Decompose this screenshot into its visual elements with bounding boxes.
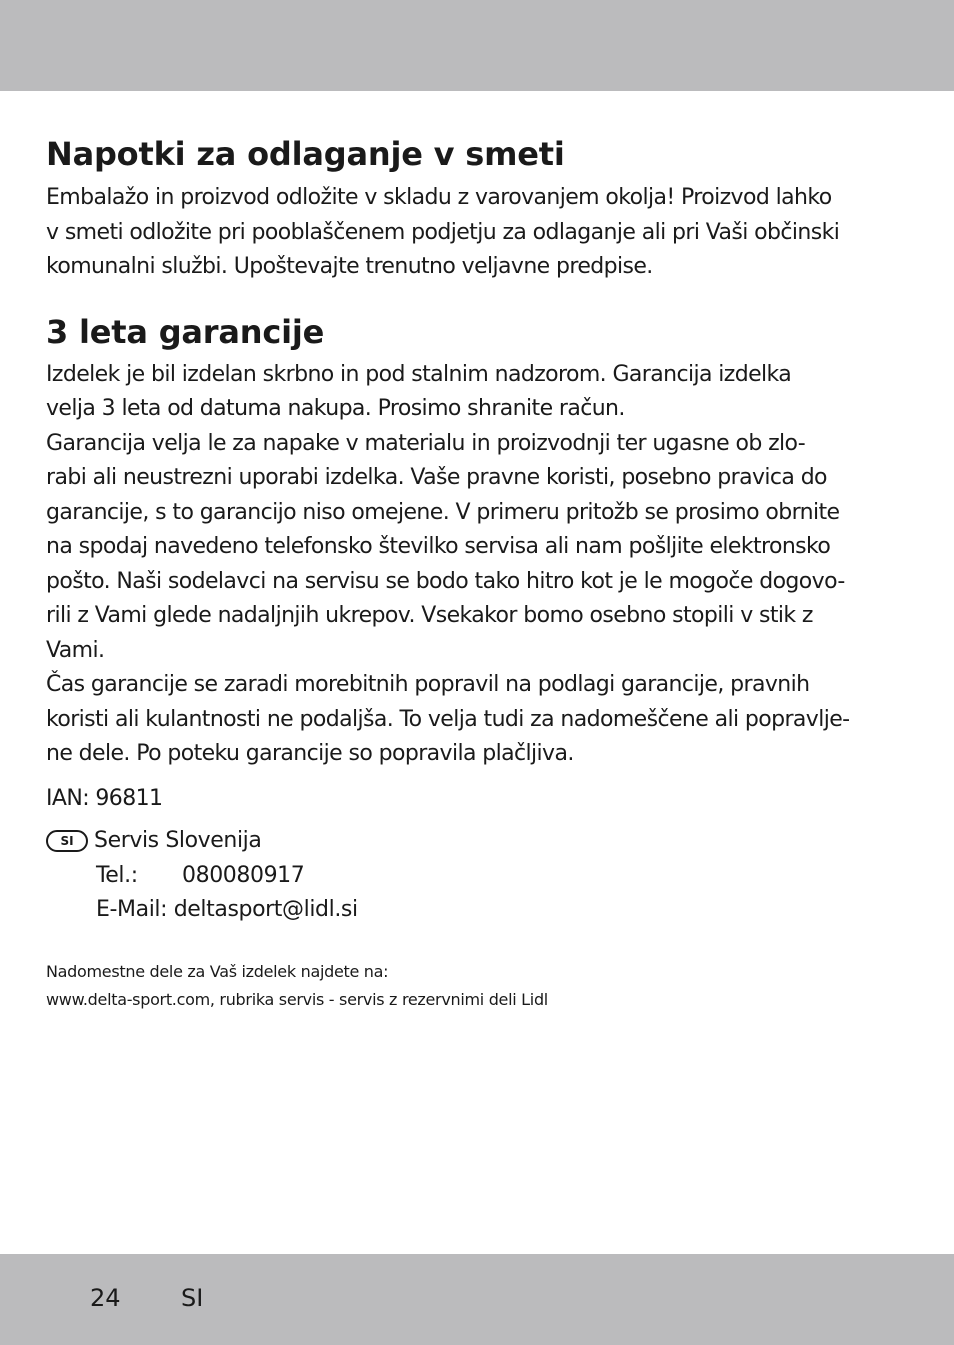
disposal-line: Embalažo in proizvod odložite v skladu z varovanjem okolja! Proizvod lahko xyxy=(46,185,832,210)
warranty-line: Garancija velja le za napake v materialu in proizvodnji ter ugasne ob zlo- xyxy=(46,430,806,456)
service-name: Servis Slovenija xyxy=(94,828,262,853)
spare-parts-note xyxy=(46,958,912,1014)
warranty-line: Izdelek je bil izdelan skrbno in pod stalnim nadzorom. Garancija izdelka xyxy=(46,361,792,387)
warranty-line: na spodaj navedeno telefonsko številko servisa ali nam pošljite elektronsko xyxy=(46,534,831,559)
disposal-line: v smeti odložite pri pooblaščenem podjetju za odlaganje ali pri Vaši občinski xyxy=(46,219,840,245)
spare-parts-line: Nadomestne dele za Vaš izdelek najdete na: xyxy=(46,961,389,981)
service-email-row xyxy=(46,893,912,928)
warranty-line: rabi ali neustrezni uporabi izdelka. Vaše pravne koristi, posebno pravica do xyxy=(46,465,827,490)
warranty-line: Čas garancije se zaradi morebitnih popravil na podlagi garancije, pravnih xyxy=(46,672,810,697)
service-contact xyxy=(46,824,912,928)
tel-value: 080080917 xyxy=(182,862,305,888)
warranty-line: koristi ali kulantnosti ne podaljša. To velja tudi za nadomeščene ali popravlje- xyxy=(46,706,850,732)
warranty-line: rili z Vami glede nadaljnjih ukrepov. Vsekakor bomo osebno stopili v stik z xyxy=(46,603,813,628)
email-label: E-Mail: xyxy=(96,897,168,922)
page-language: SI xyxy=(181,1284,204,1312)
warranty-line: Vami. xyxy=(46,637,105,663)
header-band xyxy=(0,0,954,91)
page-number: 24 xyxy=(90,1284,121,1312)
disposal-line: komunalni službi. Upoštevajte trenutno veljavne predpise. xyxy=(46,254,653,279)
disposal-text xyxy=(46,181,912,285)
warranty-text xyxy=(46,358,912,772)
spare-parts-url[interactable]: www.delta-sport.com, rubrika servis - servis z rezervnimi deli Lidl xyxy=(46,989,548,1009)
tel-label: Tel.: xyxy=(96,862,138,888)
ian-number: IAN: 96811 xyxy=(46,785,163,811)
country-badge-icon: SI xyxy=(46,830,88,852)
service-tel-row xyxy=(46,859,912,894)
service-name-row xyxy=(46,824,912,859)
email-value[interactable]: deltasport@lidl.si xyxy=(173,897,358,922)
footer-band xyxy=(0,1254,954,1345)
page-content xyxy=(46,133,912,1014)
warranty-line: garancije, s to garancijo niso omejene. V primeru pritožb se prosimo obrnite xyxy=(46,499,840,525)
warranty-heading: 3 leta garancije xyxy=(46,312,325,351)
disposal-heading: Napotki za odlaganje v smeti xyxy=(46,135,565,173)
warranty-line: velja 3 leta od datuma nakupa. Prosimo shranite račun. xyxy=(46,396,625,421)
warranty-line: pošto. Naši sodelavci na servisu se bodo tako hitro kot je le mogoče dogovo- xyxy=(46,568,845,594)
warranty-line: ne dele. Po poteku garancije so popravila plačljiva. xyxy=(46,741,574,766)
